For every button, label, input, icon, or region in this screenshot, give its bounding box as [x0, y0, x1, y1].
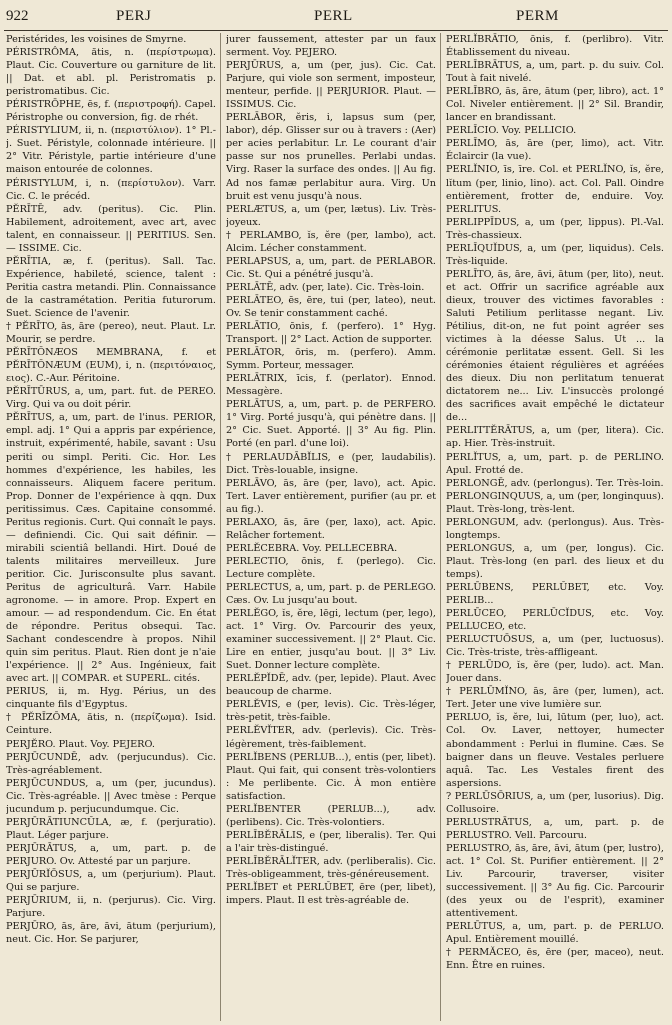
- dictionary-entry: PERLECTUS, a, um, part. p. de PERLEGO. Cæs. Ov. Lu jusqu'au bout.: [226, 581, 436, 607]
- dictionary-entry: PERLĬBENS (PERLUB...), entis (per, libet). Plaut. Qui fait, qui consent très-volontiers : Me perlibente. Cic. À mon entière satisfaction.: [226, 751, 436, 802]
- dictionary-entry: PERLŪTUS, a, um, part. p. de PERLUO. Apul. Entièrement mouillé.: [446, 921, 664, 946]
- dictionary-entry: PERLĬTUS, a, um, part. p. de PERLINO. Apul. Frotté de.: [446, 451, 664, 476]
- dictionary-entry: PERJŪRĬŌSUS, a, um (perjurium). Plaut. Qui se parjure.: [6, 869, 216, 894]
- dictionary-entry: PĔRĪTĒ, adv. (peritus). Cic. Plin. Habilement, adroitement, avec art, avec talent, en connaisseur. || PERITIUS. Sen. — ISSIME. Cic.: [6, 203, 216, 254]
- dictionary-entry: PERLĪMO, ās, āre (per, limo), act. Vitr. Éclaircir (la vue).: [446, 138, 664, 163]
- dictionary-entry: PÉRISTRÔMA, ătis, n. (περίστρωμα). Plaut. Cic. Couverture ou garniture de lit. || Dat. et abl. pl. Peristromatis p. peristromatibus. Cic.: [6, 47, 216, 98]
- dictionary-entry: PERLONGĒ, adv. (perlongus). Ter. Très-loin.: [446, 477, 664, 489]
- dictionary-entry: PERLŪBENS, PERLŬBET, etc. Voy. PERLIB...: [446, 581, 664, 607]
- dictionary-entry: PERLĪCIO. Voy. PELLICIO.: [446, 125, 577, 137]
- dictionary-entry: PERIUS, ii, m. Hyg. Périus, un des cinquante fils d'Egyptus.: [6, 686, 216, 711]
- dictionary-entry: PERJŪRO, ās, āre, āvi, ātum (perjurium), neut. Cic. Hor. Se parjurer,: [6, 921, 216, 946]
- dictionary-entry: PERLONGUS, a, um (per, longus). Cic. Plaut. Très-long (en parl. des lieux et du temps).: [446, 542, 664, 580]
- dictionary-entry: PERLĔVĬTER, adv. (perlevis). Cic. Très-légèrement, très-faiblement.: [226, 725, 436, 750]
- dictionary-entry: PĔRĪTUS, a, um, part. de l'inus. PERIOR, empl. adj. 1° Qui a appris par expérience, instruit, expérimenté, habile, savant : Usu periti ou simpl. Periti. Cic. Hor. Les hommes d'expérience, les habiles, les connaisseurs. Aliquem facere peritum. Prop. Donner de l'expérience à qqn. Dux peritissimus. Cæs. Capitaine consommé. Peritus regionis. Curt. Qui connaît le pays. — definiendi. Cic. Qui sait définir. — mirabili scientiâ bellandi. Hirt. Doué de talents militaires merveilleux. Jure peritior. Cic. Jurisconsulte plus savant. Peritus de agriculturâ. Varr. Habile agronome. — in amore. Prop. Expert en amour. — ad respondendum. Cic. En état de répondre. Peritus obsequi. Tac. Sachant condescendre à propos. Nihil quin sim peritus. Plaut. Rien dont je n'aie l'expérience. || 2° Aus. Ingénieux, fait avec art. || COMPAR. et SUPERL. cités.: [6, 412, 216, 685]
- dictionary-entry: PERLĬBENTER (PERLUB...), adv. (perlibens). Cic. Très-volontiers.: [226, 803, 436, 828]
- dictionary-entry: PERLAXO, ās, āre (per, laxo), act. Apic. Relâcher fortement.: [226, 516, 436, 541]
- running-header: [6, 6, 664, 28]
- dictionary-entry: PERLĬNIO, īs, īre. Col. et PERLĬNO, ĭs, ĕre, lĭtum (per, linio, lino). act. Col. Pall. Oindre entièrement, frotter de, enduire. Voy. PERLITUS.: [446, 164, 664, 215]
- column-divider: [220, 33, 221, 1021]
- headword-left: PERJ: [116, 8, 152, 24]
- dictionary-entry: PERLĀTRIX, īcis, f. (perlator). Ennod. Messagère.: [226, 373, 436, 398]
- dictionary-entry: † PERLAMBO, ĭs, ĕre (per, lambo), act. Alcim. Lécher constamment.: [226, 229, 436, 254]
- dictionary-entry: † PERLŪMĬNO, ās, āre (per, lumen), act. Tert. Jeter une vive lumière sur.: [446, 686, 664, 711]
- column-right: [446, 33, 664, 1023]
- column-middle: [226, 33, 436, 1023]
- dictionary-entry: PERLĀTEO, ēs, ēre, tui (per, lateo), neut. Ov. Se tenir constamment caché.: [226, 294, 436, 319]
- dictionary-entry: PĔRĪTIA, æ, f. (peritus). Sall. Tac. Expérience, habileté, science, talent : Peritia castra metandi. Plin. Connaissance de la castramétation. Peritia futurorum. Suet. Science de l'avenir.: [6, 255, 216, 319]
- headword-center: PERL: [314, 8, 353, 24]
- dictionary-entry: PERJŪCUNDĒ, adv. (perjucundus). Cic. Très-agréablement.: [6, 751, 216, 776]
- dictionary-entry: † PERLAUDĀBĬLIS, e (per, laudabilis). Dict. Très-louable, insigne.: [226, 451, 436, 476]
- dictionary-entry: PERLĀTĒ, adv. (per, late). Cic. Très-loin.: [226, 281, 425, 293]
- dictionary-entry: PERLAPSUS, a, um, part. de PERLABOR. Cic. St. Qui a pénétré jusqu'à.: [226, 255, 436, 280]
- dictionary-entry: PĔRĪTŪRUS, a, um, part. fut. de PEREO. Virg. Qui va ou doit périr.: [6, 386, 216, 411]
- dictionary-entry: PERLĬBET et PERLŬBET, ēre (per, libet), impers. Plaut. Il est très-agréable de.: [226, 882, 436, 907]
- dictionary-entry: PERLECTIO, ōnis, f. (perlego). Cic. Lecture complète.: [226, 555, 436, 580]
- dictionary-entry: PERLĪTO, ās, āre, āvi, ātum (per, lito), neut. et act. Offrir un sacrifice agréable aux dieux, trouver des victimes favorables : Saluti Petilium perlitasse negant. Liv. Pétilius, dit-on, ne fut point agréer ses victimes à la déesse Salus. Ut ... la cérémonie perlitatæ essent. Gell. Si les cérémonies étaient régulières et agréées des dieux. Diu non perlitatum tenuerat dictatorem ne... Liv. L'insuccès prolongé des sacrifices avait empêché le dictateur de...: [446, 268, 664, 424]
- dictionary-entry: PERLĪBRĀTUS, a, um, part. p. du suiv. Col. Tout à fait nivelé.: [446, 60, 664, 85]
- dictionary-entry: PERLUSTRO, ās, āre, āvi, ātum (per, lustro), act. 1° Col. St. Purifier entièrement. || 2° Liv. Parcourir, traverser, visiter successivement. || 3° Au fig. Cic. Parcourir (des yeux ou de l'esprit), examiner attentivement.: [446, 842, 664, 920]
- headword-right: PERM: [516, 8, 559, 24]
- dictionary-entry: PERLĔCEBRA. Voy. PELLECEBRA.: [226, 542, 398, 554]
- dictionary-entry: PERLĪBĔRĀLĬTER, adv. (perliberalis). Cic. Très-obligeamment, très-généreusement.: [226, 855, 436, 880]
- dictionary-entry: PERLĪQUĬDUS, a, um (per, liquidus). Cels. Très-liquide.: [446, 242, 664, 267]
- dictionary-entry: PERJŪCUNDUS, a, um (per, jucundus). Cic. Très-agréable. || Avec tmèse : Perque jucundum p. perjucundumque. Cic.: [6, 777, 216, 815]
- dictionary-entry: † PĔRĪZŌMA, ătis, n. (περίζωμα). Isid. Ceinture.: [6, 712, 216, 737]
- dictionary-entry: PERLONGUM, adv. (perlongus). Aus. Très-longtemps.: [446, 516, 664, 541]
- dictionary-entry: ? PERLŪSŌRIUS, a, um (per, lusorius). Dig. Collusoire.: [446, 790, 664, 815]
- dictionary-entry: PÉRISTYLIUM, ii, n. (περιστύλιον). 1° Pl.-j. Suet. Péristyle, colonnade intérieure. || 2° Vitr. Péristyle, partie intérieure d'une maison entourée de colonnes.: [6, 125, 216, 176]
- dictionary-entry: PERLĪBRO, ās, āre, ātum (per, libro), act. 1° Col. Niveler entièrement. || 2° Sil. Brandir, lancer en brandissant.: [446, 86, 664, 124]
- dictionary-entry: PERLĔPĬDĒ, adv. (per, lepide). Plaut. Avec beaucoup de charme.: [226, 673, 436, 698]
- dictionary-entry: PERLĔGO, ĭs, ĕre, lēgi, lectum (per, lego), act. 1° Virg. Ov. Parcourir des yeux, examiner successivement. || 2° Plaut. Cic. Lire en entier, jusqu'au bout. || 3° Liv. Suet. Donner lecture complète.: [226, 608, 436, 672]
- dictionary-entry: jurer faussement, attester par un faux serment. Voy. PEJERO.: [226, 34, 436, 59]
- page-number: 922: [6, 8, 29, 24]
- dictionary-entry: PERLUSTRĀTUS, a, um, part. p. de PERLUSTRO. Vell. Parcouru.: [446, 816, 664, 841]
- dictionary-entry: PERLĔVIS, e (per, levis). Cic. Très-léger, très-petit, très-faible.: [226, 699, 436, 724]
- dictionary-entry: PERJŪRIUM, ii, n. (perjurus). Cic. Virg. Parjure.: [6, 895, 216, 920]
- dictionary-entry: PERLĀTOR, ōris, m. (perfero). Amm. Symm. Porteur, messager.: [226, 347, 436, 372]
- dictionary-entry: PERLĬBRĀTIO, ōnis, f. (perlibro). Vitr. Établissement du niveau.: [446, 34, 664, 59]
- dictionary-entry: PERLĀBOR, ĕris, i, lapsus sum (per, labor), dép. Glisser sur ou à travers : (Aer) per acies perlabitur. Lr. Le courant d'air passe sur nos prunelles. Perlabi undas. Virg. Raser la surface des ondes. || Au fig. Ad nos famæ perlabitur aura. Virg. Un bruit est venu jusqu'à nous.: [226, 112, 436, 202]
- dictionary-entry: PERLIPPĪDUS, a, um (per, lippus). Pl.-Val. Très-chassieux.: [446, 216, 664, 241]
- dictionary-entry: PĔRĪTŎNÆOS MEMBRANA, f. et PĔRĪTŎNÆUM (EUM), i, n. (περιτόναιος, ειος). C.-Aur. Péritoine.: [6, 347, 216, 385]
- dictionary-entry: PERLĪBĔRĀLIS, e (per, liberalis). Ter. Qui a l'air très-distingué.: [226, 829, 436, 854]
- dictionary-entry: PERLĀTIO, ōnis, f. (perfero). 1° Hyg. Transport. || 2° Lact. Action de supporter.: [226, 321, 436, 346]
- dictionary-entry: † PERLŪDO, ĭs, ĕre (per, ludo). act. Man. Jouer dans.: [446, 660, 664, 685]
- dictionary-entry: PERLĀVO, ās, āre (per, lavo), act. Apic. Tert. Laver entièrement, purifier (au pr. et au fig.).: [226, 477, 436, 515]
- dictionary-entry: PERLŪCEO, PERLŪCĬDUS, etc. Voy. PELLUCEO, etc.: [446, 608, 664, 633]
- dictionary-entry: Peristérides, les voisines de Smyrne.: [6, 34, 187, 45]
- dictionary-entry: † PERMĂCEO, ēs, ēre (per, maceo), neut. Enn. Être en ruines.: [446, 947, 664, 972]
- dictionary-entry: PÉRISTYLUM, i, n. (περίστυλον). Varr. Cic. C. le précéd.: [6, 177, 216, 202]
- dictionary-entry: PERLONGINQUUS, a, um (per, longinquus). Plaut. Très-long, très-lent.: [446, 490, 664, 515]
- dictionary-entry: PERJŪRUS, a, um (per, jus). Cic. Cat. Parjure, qui viole son serment, imposteur, menteur, perfide. || PERJURIOR. Plaut. — ISSIMUS. Cic.: [226, 60, 436, 111]
- dictionary-entry: PERLUO, ĭs, ĕre, lui, lūtum (per, luo), act. Col. Ov. Laver, nettoyer, humecter abondamment : Perlui in flumine. Cæs. Se baigner dans un fleuve. Vestales perluere aquâ. Tac. Les Vestales firent des aspersions.: [446, 712, 664, 789]
- dictionary-entry: PERLITTĔRĀTUS, a, um (per, litera). Cic. ap. Hier. Très-instruit.: [446, 425, 664, 450]
- dictionary-entry: PERJŪRĀTIUNCŬLA, æ, f. (perjuratio). Plaut. Léger parjure.: [6, 816, 216, 841]
- dictionary-entry: PERLĀTUS, a, um, part. p. de PERFERO. 1° Virg. Porté jusqu'à, qui pénètre dans. || 2° Cic. Suet. Apporté. || 3° Au fig. Plin. Porté (en parl. d'une loi).: [226, 399, 436, 450]
- dictionary-entry: PERJĔRO. Plaut. Voy. PEJERO.: [6, 738, 155, 750]
- dictionary-entry: PERLUCTUŌSUS, a, um (per, luctuosus). Cic. Très-triste, très-affligeant.: [446, 634, 664, 659]
- dictionary-entry: PERJŪRĀTUS, a, um, part. p. de PERJURO. Ov. Attesté par un parjure.: [6, 842, 216, 867]
- dictionary-entry: † PĔRĪTO, ās, āre (pereo), neut. Plaut. Lr. Mourir, se perdre.: [6, 321, 216, 346]
- dictionary-entry: PERLÆTUS, a, um (per, lætus). Liv. Très-joyeux.: [226, 203, 436, 228]
- header-rule: [4, 30, 668, 31]
- column-divider: [440, 33, 441, 1021]
- dictionary-entry: PÉRISTRŌPHE, ēs, f. (περιστροφή). Capel. Péristrophe ou conversion, fig. de rhét.: [6, 99, 216, 124]
- column-left: [6, 33, 216, 1023]
